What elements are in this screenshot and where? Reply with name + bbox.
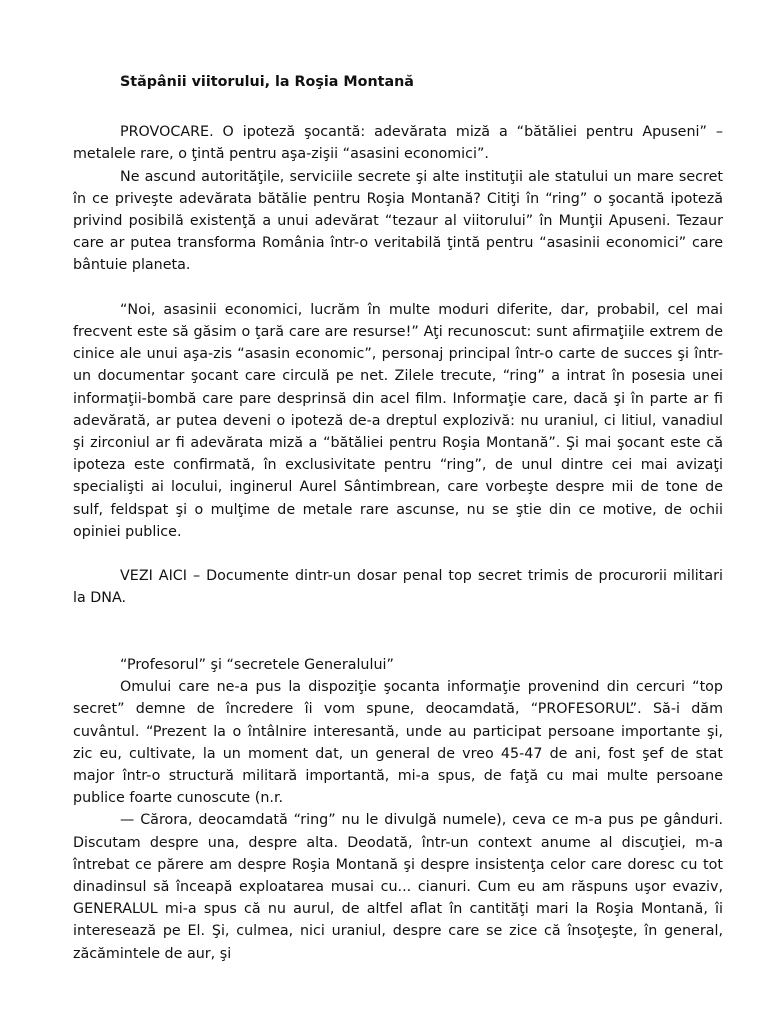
article [73, 66, 723, 965]
spacer [73, 610, 723, 654]
article-title: Stăpânii viitorului, la Roşia Montană [120, 74, 414, 90]
paragraph-question: Ne ascund autorităţile, serviciile secrete şi alte instituţii ale statului un mare secret în ce priveşte adevărata bătălie pentru Roşia Montană? Citiţi în “ring” o şocantă ipoteză privind posibilă existenţă a unui adevărat “tezaur al viitorului” în Munţii Apuseni. Tezaur care ar putea transforma România într-o veritabilă ţintă pentru “asasinii economici” care bântuie planeta. [73, 168, 723, 274]
spacer [73, 277, 723, 299]
paragraph-general: — Cărora, deocamdată “ring” nu le divulgă numele), ceva ce m-a pus pe gânduri. Discutam despre una, despre alta. Deodată, într-un context anume al discuţiei, m-a întrebat ce părere am despre Roşia Montană şi despre insistenţa celor care doresc cu tot dinadinsul să înceapă exploatarea musai cu... cianuri. Cum eu am răspuns uşor evaziv, GENERALUL mi-a spus că nu aurul, de altfel aflat în cantităţi mari la Roşia Montană, îi interesează pe El. Şi, culmea, nici uraniul, despre care se zice că însoţeşte, în general, zăcămintele de aur, şi [73, 812, 723, 962]
paragraph-quote: “Noi, asasinii economici, lucrăm în multe moduri diferite, dar, probabil, cel mai frecvent este să găsim o ţară care are resurse!” Aţi recunoscut: sunt afirmaţiile extrem de cinice ale unui aşa-zis “asasin economic”, personaj principal într-o carte de succes şi într-un documentar şocant care circulă pe net. Zilele trecute, “ring” a intrat în posesia unei informaţii-bombă care pare desprinsă din acel film. Informaţie care, dacă şi în parte ar fi adevărată, ar putea deveni o ipoteză de-a dreptul explozivă: nu uraniul, ci litiul, vanadiul şi zirconiul ar fi adevărata miză a “bătăliei pentru Roşia Montană”. Şi mai şocant este că ipoteza este confirmată, în exclusivitate pentru “ring”, de unul dintre cei mai avizaţi specialişti ai locului, inginerul Aurel Sântimbrean, care vorbeşte despre mii de tone de sulf, feldspat şi o mulţime de metale rare ascunse, nu se ştie din ce motive, de ochii opiniei publice. [73, 301, 723, 540]
paragraph-intro: PROVOCARE. O ipoteză şocantă: adevărata miză a “bătăliei pentru Apuseni” – metalele rare, o ţintă pentru aşa-zişii “asasini economici”. [73, 124, 723, 163]
section-heading: “Profesorul” şi “secretele Generalului” [120, 657, 394, 674]
paragraph-professor: Omului care ne-a pus la dispoziţie şocanta informaţie provenind din cercuri “top secret” demne de încredere îi vom spune, deocamdată, “PROFESORUL”. Să-i dăm cuvântul. “Prezent la o întâlnire interesantă, unde au participat persoane importante şi, zic eu, cultivate, la un moment dat, un general de vreo 45-47 de ani, fost şef de stat major într-o structură militară importantă, mi-a spus, de faţă cu mai multe persoane publice foarte cunoscute (n.r. [73, 679, 723, 807]
paragraph-see-here: VEZI AICI – Documente dintr-un dosar penal top secret trimis de procurorii militari la DNA. [73, 568, 723, 607]
spacer [73, 543, 723, 565]
